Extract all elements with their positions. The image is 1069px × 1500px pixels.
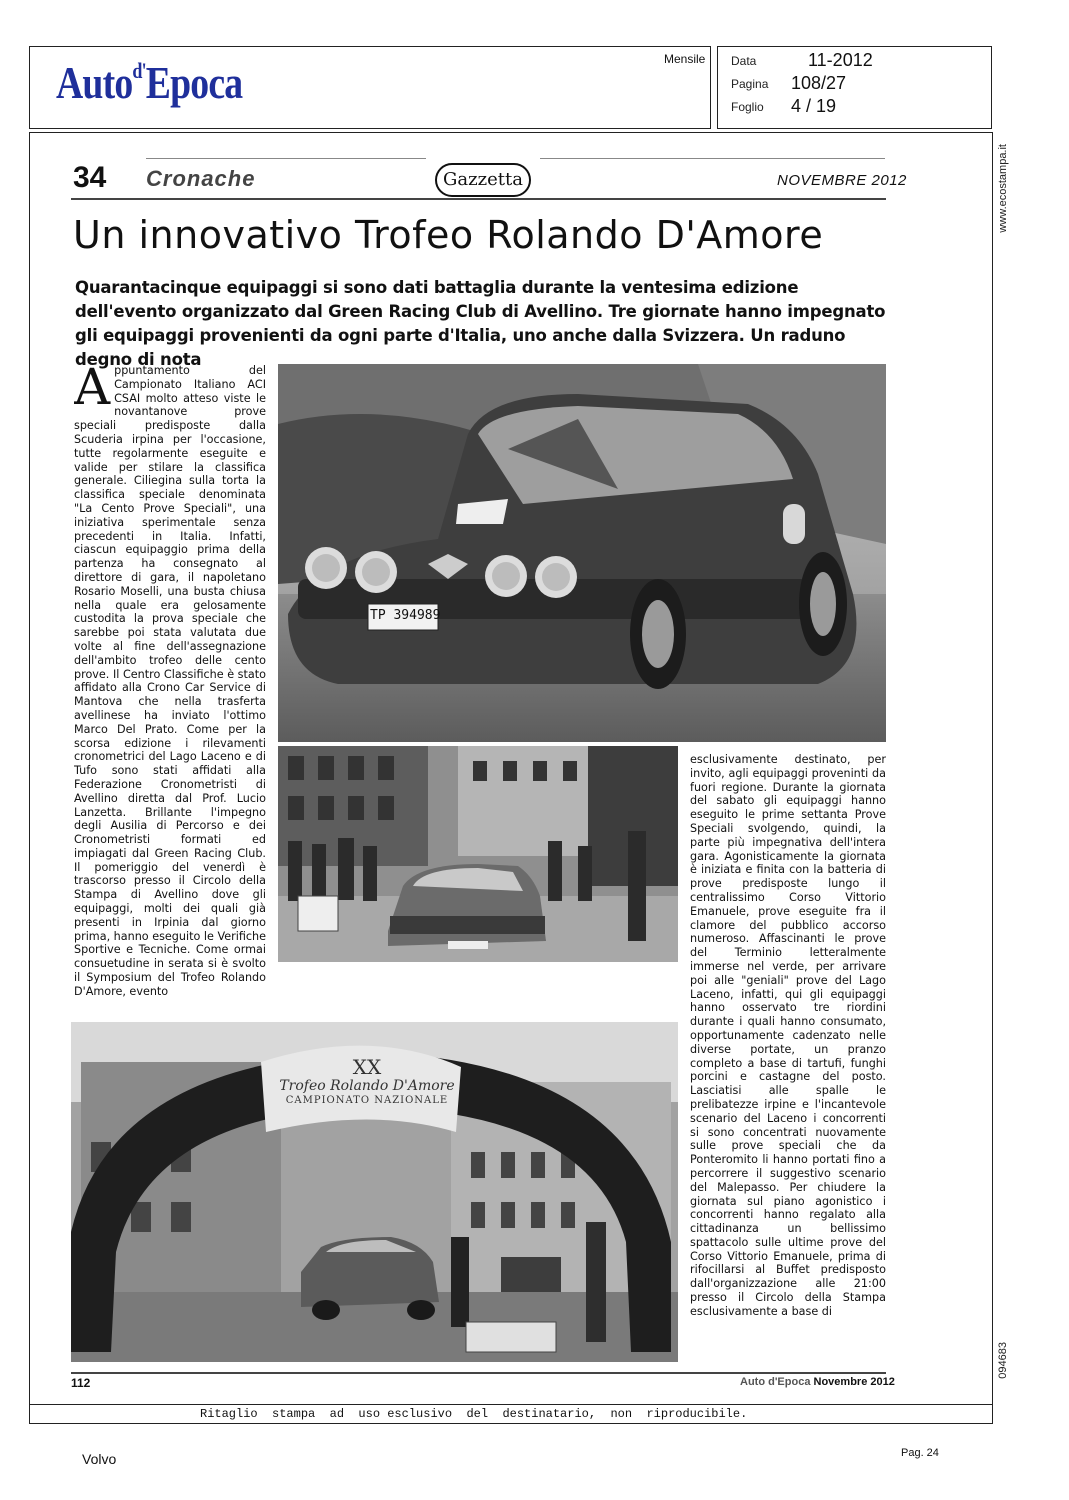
license-plate: TP 394989 bbox=[370, 608, 441, 623]
data-label: Data bbox=[731, 54, 757, 68]
pagina-value: 108/27 bbox=[791, 73, 847, 93]
data-value: 11-2012 bbox=[808, 50, 873, 70]
frequency-label: Mensile bbox=[664, 52, 706, 66]
disclaimer-rule bbox=[29, 1404, 993, 1405]
header-underline bbox=[71, 198, 886, 200]
article-deck: Quarantacinque equipaggi si sono dati battaglia durante la ventesima edizione dell'evento organizzato dal Green Racing Club di Avellino. Tre giornate hanno impegnato gli equipaggi provenienti da ogni parte d'Italia, uno anche dalla Svizzera. Un raduno degno di nota bbox=[75, 278, 886, 369]
issue-date: NOVEMBRE 2012 bbox=[777, 172, 907, 189]
footer-issue: Novembre 2012 bbox=[813, 1376, 895, 1388]
article-column-1 bbox=[74, 364, 266, 1009]
article-headline: Un innovativo Trofeo Rolando D'Amore bbox=[73, 213, 824, 257]
footer-rule bbox=[71, 1372, 886, 1374]
code-vertical: 094683 bbox=[997, 1342, 1009, 1379]
page-number-top: 34 bbox=[73, 161, 107, 194]
foglio-label: Foglio bbox=[731, 100, 764, 114]
drop-cap: A bbox=[74, 364, 111, 416]
magazine-logo bbox=[56, 56, 242, 109]
photo-street-svg bbox=[278, 746, 678, 962]
photo-lancia-coupe bbox=[278, 364, 886, 742]
column-1-text: ppuntamento del Campionato Italiano ACI CSAI molto atteso viste le novantanove prove speciali predisposte dalla Scuderia irpina per l'occasione, tutte regolarmente eseguite e valide per stilare la classifica generale. Ciliegina sulla torta la classifica speciale denominata "La Cento Prove Speciali", una iniziativa sperimentale senza precedenti in Italia. Infatti, ciascun equipaggio prima della partenza ha consegnato al direttore di gara, il napoletano Rosario Moselli, una busta chiusa nella quale era gelosamente custodita la prova speciale che sarebbe poi stata valutata due volte al fine dell'assegnazione dell'ambito trofeo delle cento prove. Il Centro Classifiche è stato affidato alla Crono Car Service di Mantova che nella trasferta avellinese ha inviato l'ottimo Marco Del Prato. Come per la scorsa edizione i rilevamenti cronometrici del Lago Laceno e di Tufo sono stati affidati alla Federazione Cronometristi di Avellino diretta dal Prof. Lucio Lanzetta. Brillante l'impegno degli Ausilia di Percorso e dei Cronometristi formati ed impiagati dal Green Racing Club. Il pomeriggio del venerdì è trascorso presso il Circolo della Stampa di Avellino dove gli equipaggi, molti dei quali già presenti in Irpinia dal giorno prima, hanno eseguito le Verifiche Sportive e Tecniche. Come ormai consuetudine in serata si è svolto il Symposium del Trofeo Rolando D'Amore, evento bbox=[74, 364, 266, 998]
photo-finish-arch bbox=[71, 1022, 678, 1362]
banner-subtitle: CAMPIONATO NAZIONALE bbox=[285, 1095, 449, 1106]
section-name: Cronache bbox=[146, 166, 256, 191]
article-column-3: esclusivamente destinato, per invito, agli equipaggi proveninti da fuori regione. Durante la giornata del sabato gli equipaggi hanno eseguito le prime settanta Prove Speciali svolgendo, quindi, la parte più impegnativa dell'intera gara. Agonisticamente la giornata è iniziata e finita con la batteria di prove predisposte lungo il centralissimo Corso Vittorio Emanuele, prove eseguite fra il clamore del pubblico accorso numeroso. Affascinanti le prove del Terminio letteralmente immerse nel verde, per arrivare poi alle "geniali" prove del Lago Laceno, infatti, qui gli equipaggi hanno osservato tre riordini durante i quali hanno consumato, opportunamente cadenzato nelle diverse portate, un pranzo completo a base di tartufi, funghi porcini e castagne del posto. Lasciatisi alle spalle le prelibatezze irpine e l'incantevole scenario del Laceno i concorrenti si sono concentrati nuovamente sulle prove speciali che da Ponteromito li hanno portati fino a percorrere il suggestivo scenario del Malepasso. Per chiudere la giornata sul piano agonistico i concorrenti hanno regalato alla cittadinanza un bellissimo spattacolo sulle ultime prove del Corso Vittorio Emanuele, prima di rifocillarsi al Buffet predisposto dall'organizzazione alle 21:00 presso il Circolo della Stampa esclusivamente a base di bbox=[690, 753, 886, 1318]
banner-xx: XX bbox=[352, 1055, 382, 1079]
website-vertical: www.ecostampa.it bbox=[997, 144, 1009, 233]
photo-lancia-svg bbox=[278, 364, 886, 742]
footer-credit bbox=[740, 1376, 895, 1388]
bottom-right-label: Pag. 24 bbox=[901, 1447, 939, 1459]
gazzetta-badge bbox=[435, 163, 531, 197]
foglio-value: 4 / 19 bbox=[791, 96, 837, 116]
photo-street-crowd bbox=[278, 746, 678, 962]
gazzetta-text: Gazzetta bbox=[443, 169, 523, 190]
bottom-left-label: Volvo bbox=[82, 1451, 117, 1467]
page-number-bottom: 112 bbox=[71, 1376, 91, 1390]
header-rule-right bbox=[540, 158, 885, 159]
logo-sup: d' bbox=[132, 58, 146, 83]
banner-title: Trofeo Rolando D'Amore bbox=[279, 1078, 455, 1094]
header-rule-left bbox=[146, 158, 426, 159]
footer-magazine: Auto d'Epoca bbox=[740, 1376, 811, 1388]
logo-end: Epoca bbox=[145, 57, 243, 108]
disclaimer-text: Ritaglio stampa ad uso esclusivo del destinatario, non riproducibile. bbox=[200, 1407, 748, 1421]
logo-main: Auto bbox=[56, 57, 133, 108]
pagina-label: Pagina bbox=[731, 77, 769, 91]
arch-banner bbox=[257, 1056, 477, 1108]
